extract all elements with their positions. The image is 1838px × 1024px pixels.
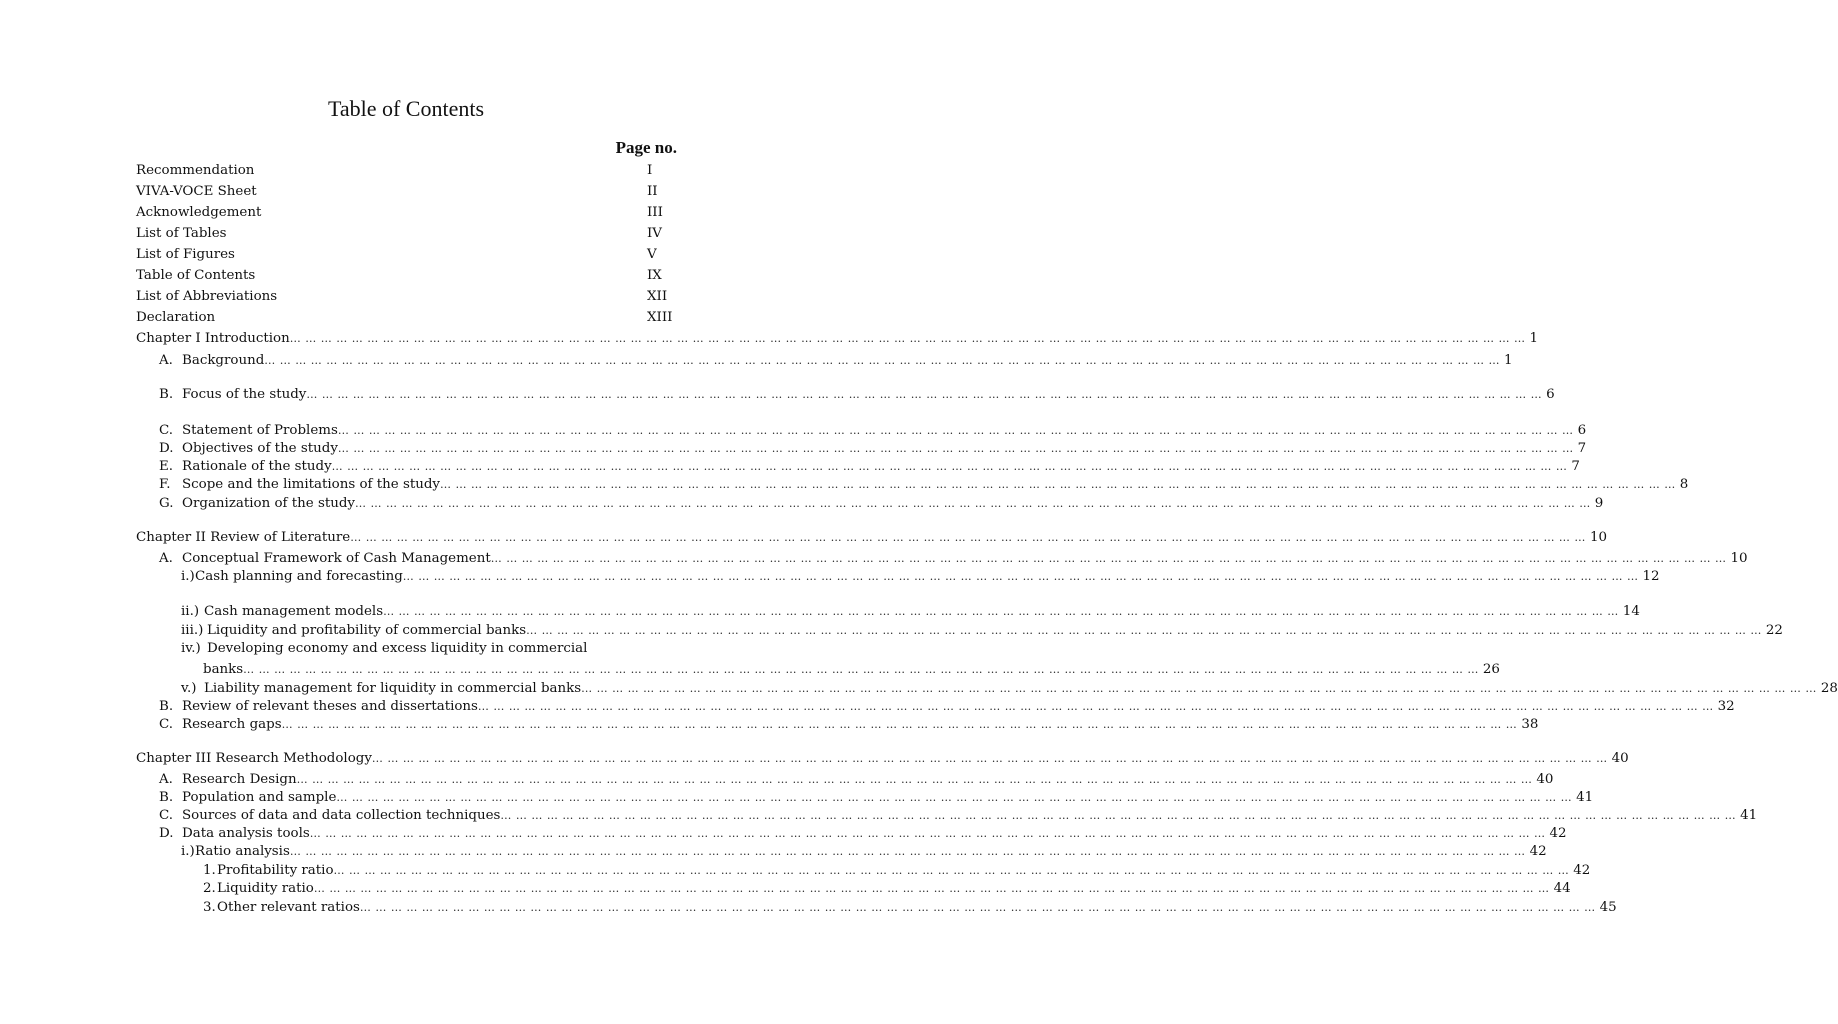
toc-label: Liquidity and profitability of commercial banks xyxy=(207,623,527,638)
toc-page: XII xyxy=(647,289,668,304)
toc-number: C. xyxy=(159,808,174,823)
toc-label: Developing economy and excess liquidity in commercial xyxy=(207,641,588,656)
toc-entry-continuation xyxy=(203,661,1500,679)
toc-page: I xyxy=(647,163,653,178)
toc-entry xyxy=(159,352,1513,370)
toc-label: Declaration xyxy=(136,310,216,325)
toc-number: A. xyxy=(159,772,173,787)
toc-number: G. xyxy=(159,496,174,511)
toc-label: List of Figures xyxy=(136,247,235,262)
page-number-header: Page no. xyxy=(615,138,677,157)
toc-page: IX xyxy=(647,268,662,283)
toc-label: Cash management models xyxy=(204,604,384,619)
toc-label: Liquidity ratio xyxy=(217,881,314,896)
toc-label: Table of Contents xyxy=(136,268,256,283)
toc-entry xyxy=(203,862,1591,880)
dot-leader: … … … … … … … … … … … … … … … … … … … … … … … … … … … … … … … … … … … … … … … … … … … … … … … … … … … … … … … … … … … … … … … … … … … … … … … … … … … … … … … … xyxy=(306,388,1543,401)
toc-entry xyxy=(159,550,1748,568)
toc-label: Profitability ratio xyxy=(217,863,334,878)
toc-entry xyxy=(159,386,1555,404)
toc-page: 42 xyxy=(1549,826,1567,841)
toc-entry xyxy=(136,309,677,327)
toc-page: 45 xyxy=(1599,900,1617,915)
toc-entry xyxy=(181,622,1783,640)
toc-number: B. xyxy=(159,387,174,402)
dot-leader: … … … … … … … … … … … … … … … … … … … … … … … … … … … … … … … … … … … … … … … … … … … … … … … … … … … … … … … … … … … … … … … … … … … … … … … … … … … … … … … … xyxy=(500,809,1737,822)
dot-leader: … … … … … … … … … … … … … … … … … … … … … … … … … … … … … … … … … … … … … … … … … … … … … … … … … … … … … … … … … … … … … … … … … … … … … … … … … … … … … … … … xyxy=(371,752,1608,765)
toc-label: Review of relevant theses and dissertations xyxy=(182,699,478,714)
toc-page: 28 xyxy=(1820,681,1838,696)
toc-label: Chapter III Research Methodology xyxy=(136,751,372,766)
toc-label: Recommendation xyxy=(136,163,255,178)
toc-number: 1. xyxy=(203,863,216,878)
toc-page: 12 xyxy=(1642,569,1660,584)
toc-label: List of Tables xyxy=(136,226,227,241)
toc-page: 10 xyxy=(1730,551,1748,566)
dot-leader: … … … … … … … … … … … … … … … … … … … … … … … … … … … … … … … … … … … … … … … … … … … … … … … … … … … … … … … … … … … … … … … … … … … … … … … … … … … … … … … … xyxy=(383,605,1619,618)
toc-label: Objectives of the study xyxy=(182,441,338,456)
toc-page: 41 xyxy=(1576,790,1594,805)
toc-label: Acknowledgement xyxy=(136,205,262,220)
toc-entry xyxy=(136,183,677,201)
toc-page: 8 xyxy=(1679,477,1689,492)
dot-leader: … … … … … … … … … … … … … … … … … … … … … … … … … … … … … … … … … … … … … … … … … … … … … … … … … … … … … … … … … … … … … … … … … … … … … … … … … … … … … … … … xyxy=(526,624,1762,637)
toc-number: B. xyxy=(159,790,174,805)
toc-label: Scope and the limitations of the study xyxy=(182,477,440,492)
dot-leader: … … … … … … … … … … … … … … … … … … … … … … … … … … … … … … … … … … … … … … … … … … … … … … … … … … … … … … … … … … … … … … … … … … … … … … … … … … … … … … … … xyxy=(296,773,1533,786)
toc-label: Other relevant ratios xyxy=(217,900,360,915)
page-title: Table of Contents xyxy=(327,96,485,121)
toc-label: banks xyxy=(203,662,244,677)
dot-leader: … … … … … … … … … … … … … … … … … … … … … … … … … … … … … … … … … … … … … … … … … … … … … … … … … … … … … … … … … … … … … … … … … … … … … … … … … … … … … … … … xyxy=(309,827,1546,840)
toc-page: 22 xyxy=(1765,623,1783,638)
toc-number: ii.) xyxy=(181,604,200,619)
toc-page: 6 xyxy=(1546,387,1555,402)
toc-label: Research gaps xyxy=(182,717,282,732)
toc-number: C. xyxy=(159,717,174,732)
toc-number: 2. xyxy=(203,881,216,896)
toc-page: 1 xyxy=(1504,353,1513,368)
toc-page: IV xyxy=(647,226,662,241)
toc-entry xyxy=(136,204,677,222)
toc-entry xyxy=(159,698,1735,716)
toc-label: Sources of data and data collection techniques xyxy=(182,808,501,823)
toc-number: i.) xyxy=(181,844,195,859)
dot-leader: … … … … … … … … … … … … … … … … … … … … … … … … … … … … … … … … … … … … … … … … … … … … … … … … … … … … … … … … … … … … … … … … … … … … … … … … … … … … … … … … xyxy=(337,442,1574,455)
toc-entry xyxy=(181,843,1547,861)
toc-page: 41 xyxy=(1740,808,1758,823)
toc-entry xyxy=(136,162,677,180)
toc-page: 32 xyxy=(1717,699,1735,714)
dot-leader: … … … … … … … … … … … … … … … … … … … … … … … … … … … … … … … … … … … … … … … … … … … … … … … … … … … … … … … … … … … … … … … … … … … … … … … … … … … … … … … … xyxy=(490,552,1727,565)
toc-entry xyxy=(203,899,1617,917)
toc-entry xyxy=(159,458,1580,476)
toc-page: III xyxy=(647,205,663,220)
toc-page: 40 xyxy=(1536,772,1554,787)
toc-label: Statement of Problems xyxy=(182,423,338,438)
toc-label: Chapter I Introduction xyxy=(136,331,290,346)
toc-entry xyxy=(159,440,1587,458)
toc-entry xyxy=(159,789,1594,807)
toc-entry xyxy=(159,476,1689,494)
toc-page: 9 xyxy=(1594,496,1604,511)
toc-chapter-1 xyxy=(136,330,1539,348)
toc-entry xyxy=(181,568,1660,586)
toc-entry xyxy=(203,880,1571,898)
toc-page: 44 xyxy=(1553,881,1571,896)
dot-leader: … … … … … … … … … … … … … … … … … … … … … … … … … … … … … … … … … … … … … … … … … … … … … … … … … … … … … … … … … … … … … … … … … … … … … … … … … … … … … … … … xyxy=(264,354,1501,367)
toc-number: 3. xyxy=(203,900,216,915)
dot-leader: … … … … … … … … … … … … … … … … … … … … … … … … … … … … … … … … … … … … … … … … … … … … … … … … … … … … … … … … … … … … … … … … … … … … … … … … … … … … … … … … xyxy=(336,791,1573,804)
toc-number: iii.) xyxy=(181,623,204,638)
toc-page: V xyxy=(647,247,657,262)
toc-number: iv.) xyxy=(181,641,201,656)
dot-leader: … … … … … … … … … … … … … … … … … … … … … … … … … … … … … … … … … … … … … … … … … … … … … … … … … … … … … … … … … … … … … … … … … … … … … … … … … … … … … … … … xyxy=(333,864,1570,877)
toc-entry xyxy=(159,771,1554,789)
dot-leader: … … … … … … … … … … … … … … … … … … … … … … … … … … … … … … … … … … … … … … … … … … … … … … … … … … … … … … … … … … … … … … … … … … … … … … … … … … … … … … … … xyxy=(243,663,1479,676)
dot-leader: … … … … … … … … … … … … … … … … … … … … … … … … … … … … … … … … … … … … … … … … … … … … … … … … … … … … … … … … … … … … … … … … … … … … … … … … … … … … … … … … xyxy=(581,682,1817,695)
dot-leader: … … … … … … … … … … … … … … … … … … … … … … … … … … … … … … … … … … … … … … … … … … … … … … … … … … … … … … … … … … … … … … … … … … … … … … … … … … … … … … … … xyxy=(402,570,1639,583)
toc-page: XIII xyxy=(647,310,673,325)
toc-entry xyxy=(136,267,677,285)
toc-entry xyxy=(136,246,677,264)
dot-leader: … … … … … … … … … … … … … … … … … … … … … … … … … … … … … … … … … … … … … … … … … … … … … … … … … … … … … … … … … … … … … … … … … … … … … … … … … … … … … … … … xyxy=(289,845,1526,858)
toc-label: VIVA-VOCE Sheet xyxy=(136,184,257,199)
dot-leader: … … … … … … … … … … … … … … … … … … … … … … … … … … … … … … … … … … … … … … … … … … … … … … … … … … … … … … … … … … … … … … … … … … … … … … … … … … … … … … … … xyxy=(359,901,1596,914)
toc-page: 38 xyxy=(1521,717,1539,732)
toc-page: 42 xyxy=(1529,844,1547,859)
toc-label: Liability management for liquidity in commercial banks xyxy=(204,681,582,696)
toc-label: Focus of the study xyxy=(182,387,307,402)
toc-label: Population and sample xyxy=(182,790,337,805)
toc-label: Organization of the study xyxy=(182,496,355,511)
toc-entry xyxy=(136,288,677,306)
toc-page: 7 xyxy=(1571,459,1580,474)
dot-leader: … … … … … … … … … … … … … … … … … … … … … … … … … … … … … … … … … … … … … … … … … … … … … … … … … … … … … … … … … … … … … … … … … … … … … … … … … … … … … … … … xyxy=(439,478,1676,491)
dot-leader: … … … … … … … … … … … … … … … … … … … … … … … … … … … … … … … … … … … … … … … … … … … … … … … … … … … … … … … … … … … … … … … … … … … … … … … … … … … … … … … … xyxy=(350,531,1586,544)
toc-chapter-2 xyxy=(136,529,1607,547)
toc-entry xyxy=(181,640,677,658)
toc-page: 14 xyxy=(1622,604,1640,619)
toc-page: 26 xyxy=(1482,662,1500,677)
dot-leader: … … … … … … … … … … … … … … … … … … … … … … … … … … … … … … … … … … … … … … … … … … … … … … … … … … … … … … … … … … … … … … … … … … … … … … … … … … … … … … … … xyxy=(331,460,1568,473)
toc-entry xyxy=(159,716,1539,734)
toc-entry xyxy=(159,825,1567,843)
toc-entry xyxy=(159,422,1587,440)
toc-page: 10 xyxy=(1589,530,1607,545)
toc-number: i.) xyxy=(181,569,195,584)
toc-page: 40 xyxy=(1611,751,1629,766)
toc-number: D. xyxy=(159,826,174,841)
toc-label: Rationale of the study xyxy=(182,459,332,474)
toc-number: F. xyxy=(159,477,171,492)
toc-entry xyxy=(136,225,677,243)
toc-label: Cash planning and forecasting xyxy=(195,569,403,584)
toc-label: Background xyxy=(182,353,265,368)
toc-label: Chapter II Review of Literature xyxy=(136,530,351,545)
dot-leader: … … … … … … … … … … … … … … … … … … … … … … … … … … … … … … … … … … … … … … … … … … … … … … … … … … … … … … … … … … … … … … … … … … … … … … … … … … … … … … … … xyxy=(313,882,1550,895)
toc-number: C. xyxy=(159,423,174,438)
toc-page: 42 xyxy=(1573,863,1591,878)
dot-leader: … … … … … … … … … … … … … … … … … … … … … … … … … … … … … … … … … … … … … … … … … … … … … … … … … … … … … … … … … … … … … … … … … … … … … … … … … … … … … … … … xyxy=(281,718,1518,731)
toc-number: D. xyxy=(159,441,174,456)
toc-label: List of Abbreviations xyxy=(136,289,278,304)
toc-number: B. xyxy=(159,699,174,714)
toc-page: II xyxy=(647,184,658,199)
toc-label: Ratio analysis xyxy=(195,844,290,859)
toc-page: 6 xyxy=(1577,423,1587,438)
toc-entry xyxy=(181,603,1640,621)
toc-label: Conceptual Framework of Cash Management xyxy=(182,551,491,566)
toc-chapter-3 xyxy=(136,750,1629,768)
toc-entry xyxy=(159,807,1758,825)
toc-entry xyxy=(159,495,1604,513)
toc-page: 7 xyxy=(1577,441,1587,456)
dot-leader: … … … … … … … … … … … … … … … … … … … … … … … … … … … … … … … … … … … … … … … … … … … … … … … … … … … … … … … … … … … … … … … … … … … … … … … … … … … … … … … … xyxy=(289,332,1526,345)
toc-number: A. xyxy=(159,551,173,566)
toc-number: v.) xyxy=(181,681,197,696)
toc-page: 1 xyxy=(1529,331,1539,346)
dot-leader: … … … … … … … … … … … … … … … … … … … … … … … … … … … … … … … … … … … … … … … … … … … … … … … … … … … … … … … … … … … … … … … … … … … … … … … … … … … … … … … … xyxy=(354,497,1591,510)
dot-leader: … … … … … … … … … … … … … … … … … … … … … … … … … … … … … … … … … … … … … … … … … … … … … … … … … … … … … … … … … … … … … … … … … … … … … … … … … … … … … … … … xyxy=(337,424,1574,437)
dot-leader: … … … … … … … … … … … … … … … … … … … … … … … … … … … … … … … … … … … … … … … … … … … … … … … … … … … … … … … … … … … … … … … … … … … … … … … … … … … … … … … … xyxy=(477,700,1714,713)
toc-number: A. xyxy=(159,353,173,368)
toc-entry xyxy=(181,680,1838,698)
toc-number: E. xyxy=(159,459,174,474)
toc-label: Data analysis tools xyxy=(182,826,310,841)
toc-label: Research Design xyxy=(182,772,297,787)
